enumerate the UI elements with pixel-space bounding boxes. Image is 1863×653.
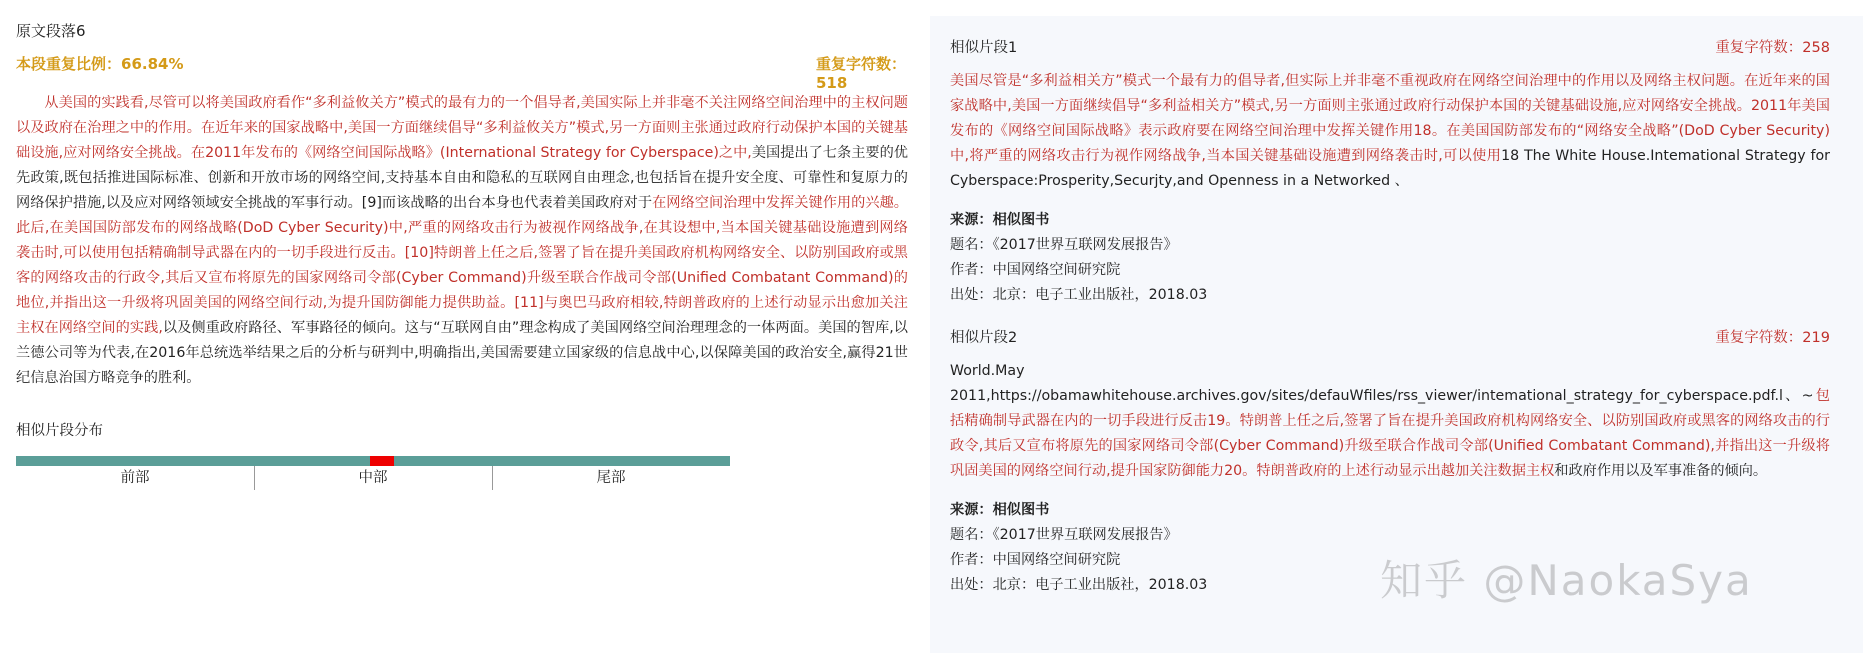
fragment-dup-count: 重复字符数：258	[1715, 40, 1830, 56]
unmatched-text-run: 美国提出了七条主要的优先政策,既包括推进国际标准、创新和开放市场的网络空间,支持基本自由和隐私的互联网自由理念,也包括旨在提升安全度、可靠性和复原力的网络保护措施,以及应对网络领域安全挑战的军事行动。[9]而该战略的出台本身也代表着美国政府对于	[16, 145, 908, 211]
matched-text-run: 在网络空间治理中发挥关键作用的兴趣。此后,在美国国防部发布的网络战略(DoD Cyber Security)中,严重的网络攻击行为被视作网络战争,在其设想中,当本国关键基础设施遭到网络袭击时,可以使用包括精确制导武器在内的一切手段进行反击。[10]特朗普上任之后,签署了旨在提升美国政府机构网络安全、以防别国政府或黑客的网络攻击的行政令,其后又宣布将原先的国家网络司令部(Cyber Command)升级至联合作战司令部(Unified Combatant Command)的地位,并指出这一升级将巩固美国的网络空间行动,为提升国防御能力提供助益。[11]与奥巴马政府相较,特朗普政府的上述行动显示出愈加关注主权在网络空间的实践,	[16, 195, 908, 336]
fragment-text	[950, 359, 1830, 484]
unmatched-text-run: 和政府作用以及军事准备的倾向。	[1554, 463, 1768, 479]
original-paragraph-text	[16, 91, 908, 391]
distribution-label: 相似片段分布	[16, 423, 103, 439]
distribution-segments	[16, 466, 730, 490]
ratio-row	[16, 53, 916, 92]
segment-middle[interactable]: 中部	[254, 466, 493, 490]
similar-fragments-panel	[950, 36, 1830, 598]
duplicate-char-count: 重复字符数：518	[816, 55, 907, 92]
source-label: 来源：相似图书	[950, 502, 1050, 518]
book-publisher: 出处：北京：电子工业出版社，2018.03	[950, 287, 1208, 303]
fragment-header	[950, 326, 1830, 350]
fragment-text	[950, 69, 1830, 194]
book-author: 作者：中国网络空间研究院	[950, 262, 1121, 278]
distribution-hit-marker[interactable]	[370, 456, 394, 466]
paragraph-title: 原文段落6	[16, 22, 86, 40]
fragment-header	[950, 36, 1830, 60]
fragment-label: 相似片段2	[950, 330, 1018, 346]
unmatched-text-run: 以及侧重政府路径、军事路径的倾向。这与“互联网自由”理念构成了美国网络空间治理理念的一体两面。美国的智库,以兰德公司等为代表,在2016年总统选举结果之后的分析与研判中,明确指出,美国需要建立国家级的信息战中心,以保障美国的政治安全,赢得21世纪信息治国方略竞争的胜利。	[16, 320, 908, 386]
unmatched-text-run: World.May 2011,https://obamawhitehouse.archives.gov/sites/defauWfiles/rss_viewer/intemational_strategy_for_cyberspace.pdf.l、~	[950, 363, 1814, 404]
book-title: 题名：《2017世界互联网发展报告》	[950, 527, 1178, 543]
matched-text-run: 美国尽管是“多利益相关方”模式一个最有力的倡导者,但实际上并非毫不重视政府在网络空间治理中的作用以及网络主权问题。在近年来的国家战略中,美国一方面继续倡导“多利益相关方”模式,另一方面则主张通过政府行动保护本国的关键基础设施,应对网络安全挑战。2011年美国发布的《网络空间国际战略》表示政府要在网络空间治理中发挥关键作用18。在美国国防部发布的“网络安全战略”(DoD Cyber Security)中,将严重的网络攻击行为视作网络战争,当本国关键基础设施遭到网络袭击时,可以使用	[950, 73, 1830, 164]
segment-front[interactable]: 前部	[16, 466, 255, 490]
matched-text-run: 包括精确制导武器在内的一切手段进行反击19。特朗普上任之后,签署了旨在提升美国政府机构网络安全、以防别国政府或黑客的网络攻击的行政令,其后又宣布将原先的国家网络司令部(Cyber Command)升级至联合作战司令部(Unified Combatant Command),并指出这一升级将巩固美国的网络空间行动,提升国家防御能力20。特朗普政府的上述行动显示出越加关注数据主权	[950, 388, 1830, 479]
distribution-bar	[16, 456, 730, 466]
matched-text-run: 从美国的实践看,尽管可以将美国政府看作“多利益攸关方”模式的最有力的一个倡导者,美国实际上并非毫不关注网络空间治理中的主权问题以及政府在治理之中的作用。在近年来的国家战略中,美国一方面继续倡导“多利益攸关方”模式,另一方面则主张通过政府行动保护本国的关键基础设施,应对网络安全挑战。在2011年发布的《网络空间国际战略》(International Strategy for Cyberspace)之中,	[16, 95, 908, 161]
duplicate-ratio: 本段重复比例：66.84%	[16, 55, 184, 73]
fragment-source	[950, 208, 1830, 308]
watermark: 知乎 @NaokaSya	[1380, 556, 1753, 605]
segment-end[interactable]: 尾部	[596, 470, 626, 486]
book-publisher: 出处：北京：电子工业出版社，2018.03	[950, 577, 1208, 593]
unmatched-text-run: 18 The White House.Intemational Strategy for Cyberspace:Prosperity,Securjty,and Openness in a Networked 、	[950, 148, 1830, 189]
original-paragraph-panel	[16, 20, 916, 490]
book-title: 题名：《2017世界互联网发展报告》	[950, 237, 1178, 253]
similar-fragment-1	[950, 36, 1830, 308]
source-label: 来源：相似图书	[950, 212, 1050, 228]
fragment-dup-count: 重复字符数：219	[1715, 330, 1830, 346]
fragment-label: 相似片段1	[950, 40, 1018, 56]
book-author: 作者：中国网络空间研究院	[950, 552, 1121, 568]
